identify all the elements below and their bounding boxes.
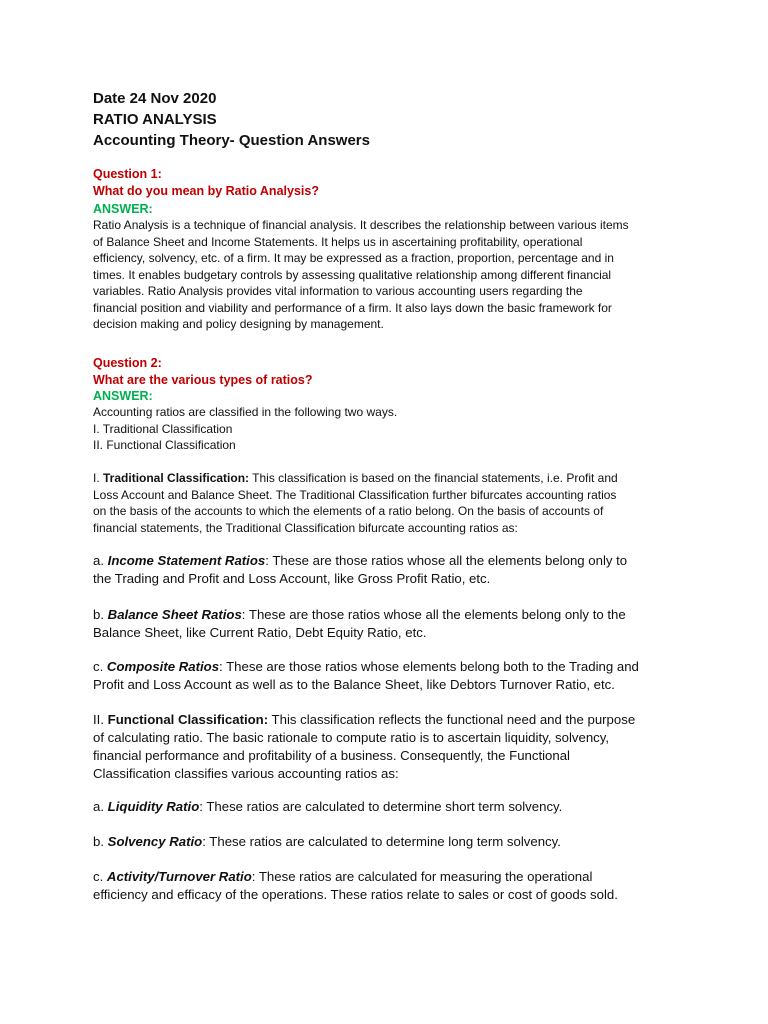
- answer-line: financial position and viability and performance of a firm. It also lays down the basic framework for: [93, 300, 612, 315]
- item-line: [93, 606, 683, 624]
- item-text: : These are those ratios whose all the elements belong only to the: [241, 607, 626, 622]
- functional-classification-paragraph: [93, 711, 683, 783]
- item-prefix: a.: [93, 553, 108, 568]
- item-term: Liquidity Ratio: [107, 799, 200, 814]
- item-text: : These ratios are calculated to determine short term solvency.: [199, 799, 563, 814]
- question-2-label: Question 2:: [93, 356, 162, 370]
- answer-line: Ratio Analysis is a technique of financial analysis. It describes the relationship between various items: [93, 218, 629, 232]
- question-1-answer-body: [93, 217, 678, 333]
- composite-ratios-item: [93, 658, 683, 694]
- traditional-heading: Traditional Classification:: [103, 471, 250, 485]
- answer-line: variables. Ratio Analysis provides vital information to various accounting users regarding the: [93, 284, 583, 298]
- answer-line: efficiency, solvency, etc. of a firm. It may be expressed as a fraction, proportion, percentage and in: [93, 251, 614, 265]
- item-text: : These are those ratios whose elements belong both to the Trading and: [219, 659, 639, 674]
- balance-sheet-ratios-item: [93, 606, 683, 642]
- item-text: : These ratios are calculated to determine long term solvency.: [202, 834, 561, 849]
- item-line: Profit and Loss Account as well as to the Balance Sheet, like Debtors Turnover Ratio, etc.: [93, 677, 615, 692]
- answer-line: of Balance Sheet and Income Statements. It helps us in ascertaining profitability, operational: [93, 234, 583, 249]
- question-1-answer-label: ANSWER:: [93, 202, 153, 216]
- paragraph-line: on the basis of the accounts to which the elements of a ratio belong. On the basis of accounts of: [93, 504, 604, 518]
- intro-line: II. Functional Classification: [93, 438, 236, 452]
- functional-heading: Functional Classification:: [107, 712, 269, 727]
- item-term: Composite Ratios: [106, 659, 220, 674]
- answer-line: decision making and policy designing by management.: [93, 317, 384, 331]
- income-statement-ratios-item: [93, 552, 683, 588]
- document-subtitle: Accounting Theory- Question Answers: [93, 132, 370, 149]
- intro-line: Accounting ratios are classified in the following two ways.: [93, 405, 398, 419]
- intro-line: I. Traditional Classification: [93, 421, 233, 436]
- item-line: [93, 833, 683, 851]
- paragraph-prefix: I.: [93, 471, 104, 485]
- item-prefix: a.: [93, 799, 108, 814]
- item-line: [93, 868, 683, 886]
- item-prefix: b.: [93, 834, 108, 849]
- item-prefix: b.: [93, 607, 108, 622]
- document-topic: RATIO ANALYSIS: [93, 111, 217, 128]
- item-term: Activity/Turnover Ratio: [106, 869, 252, 884]
- paragraph-line: [93, 470, 678, 487]
- paragraph-line: Loss Account and Balance Sheet. The Traditional Classification further bifurcates accounting ratios: [93, 487, 617, 502]
- item-prefix: c.: [93, 659, 107, 674]
- solvency-ratio-item: [93, 833, 683, 851]
- paragraph-line: financial performance and profitability of a business. Consequently, the Functional: [93, 748, 570, 763]
- paragraph-line: financial statements, the Traditional Classification bifurcate accounting ratios as:: [93, 520, 518, 535]
- item-text: : These ratios are calculated for measuring the operational: [251, 869, 593, 884]
- question-2-intro: [93, 404, 678, 454]
- question-2-answer-label: ANSWER:: [93, 389, 153, 403]
- item-term: Solvency Ratio: [107, 834, 203, 849]
- item-term: Balance Sheet Ratios: [107, 607, 242, 622]
- item-line: [93, 552, 683, 570]
- paragraph-text: This classification is based on the financial statements, i.e. Profit and: [249, 471, 618, 485]
- paragraph-prefix: II.: [93, 712, 108, 727]
- item-prefix: c.: [93, 869, 107, 884]
- liquidity-ratio-item: [93, 798, 683, 816]
- item-term: Income Statement Ratios: [107, 553, 266, 568]
- item-line: [93, 658, 683, 676]
- paragraph-text: This classification reflects the functional need and the purpose: [268, 712, 636, 727]
- paragraph-line: [93, 711, 683, 729]
- item-line: the Trading and Profit and Loss Account, like Gross Profit Ratio, etc.: [93, 571, 491, 586]
- activity-turnover-ratio-item: [93, 868, 683, 904]
- question-1-text: What do you mean by Ratio Analysis?: [93, 184, 319, 198]
- answer-line: times. It enables budgetary controls by assessing qualitative relationship among different financial: [93, 267, 612, 282]
- traditional-classification-paragraph: [93, 470, 678, 536]
- paragraph-line: Classification classifies various accounting ratios as:: [93, 766, 399, 781]
- question-2-text: What are the various types of ratios?: [93, 373, 313, 387]
- item-text: : These are those ratios whose all the elements belong only to: [265, 553, 628, 568]
- paragraph-line: of calculating ratio. The basic rationale to compute ratio is to ascertain liquidity, solvency,: [93, 730, 610, 745]
- question-1-label: Question 1:: [93, 167, 162, 181]
- item-line: Balance Sheet, like Current Ratio, Debt Equity Ratio, etc.: [93, 625, 427, 640]
- item-line: [93, 798, 683, 816]
- item-line: efficiency and efficacy of the operations. These ratios relate to sales or cost of goods sold.: [93, 887, 618, 902]
- document-date: Date 24 Nov 2020: [93, 90, 217, 107]
